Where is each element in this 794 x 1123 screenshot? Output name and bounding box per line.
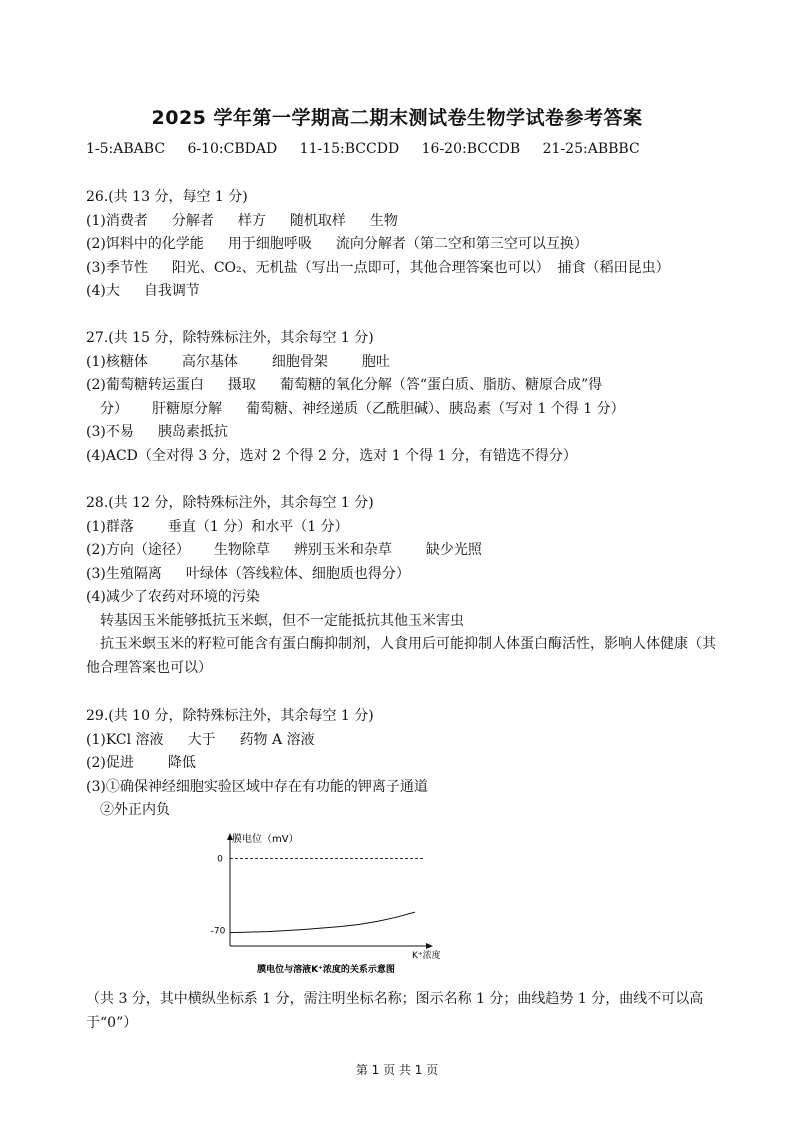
y-tick-label: 0 bbox=[217, 854, 223, 865]
answer-line: (4)大 自我调节 bbox=[86, 283, 200, 299]
page-footer: 第 1 页 共 1 页 bbox=[355, 1063, 439, 1077]
answer-line: 分） 肝糖原分解 葡萄糖、神经递质（乙酰胆碱）、胰岛素（写对 1 个得 1 分） bbox=[100, 400, 625, 417]
answer-group: 1-5:ABABC bbox=[86, 141, 166, 157]
grading-note: （共 3 分，其中横纵坐标系 1 分，需注明坐标名称；图示名称 1 分；曲线趋势 1 分，曲线不可以高于“0”） bbox=[86, 991, 704, 1031]
answer-line: (2)促进 降低 bbox=[86, 755, 196, 771]
question-29 bbox=[86, 705, 716, 823]
y-tick-label: -70 bbox=[210, 926, 226, 937]
answer-line: (3)①确保神经细胞实验区域中存在有功能的钾离子通道 bbox=[86, 778, 428, 795]
page-title: 2025 学年第一学期高二期末测试卷生物学试卷参考答案 bbox=[151, 107, 643, 129]
question-header: 29.(共 10 分，除特殊标注外，其余每空 1 分) bbox=[86, 708, 374, 724]
answer-line: (1)核糖体 高尔基体 细胞骨架 胞吐 bbox=[86, 353, 390, 370]
answer-line: 转基因玉米能够抵抗玉米螟，但不一定能抵抗其他玉米害虫 bbox=[100, 612, 464, 629]
answer-line: (3)不易 胰岛素抵抗 bbox=[86, 424, 228, 440]
chart-title: 膜电位与溶液K⁺浓度的关系示意图 bbox=[257, 965, 395, 975]
answer-line: (1)群落 垂直（1 分）和水平（1 分） bbox=[86, 518, 349, 535]
choice-answers bbox=[86, 141, 656, 157]
question-27 bbox=[86, 327, 716, 468]
answer-group: 11-15:BCCDD bbox=[299, 141, 400, 157]
answer-group: 21-25:ABBBC bbox=[542, 141, 640, 157]
answer-line: (3)季节性 阳光、CO₂、无机盐（写出一点即可，其他合理答案也可以） 捕食（稻田昆虫） bbox=[86, 259, 670, 276]
answer-line: ②外正内负 bbox=[100, 802, 170, 818]
question-header: 27.(共 15 分，除特殊标注外，其余每空 1 分) bbox=[86, 330, 374, 346]
series-line bbox=[230, 912, 415, 933]
answer-line: (1)消费者 分解者 样方 随机取样 生物 bbox=[86, 212, 398, 229]
question-header: 28.(共 12 分，除特殊标注外，其余每空 1 分) bbox=[86, 495, 374, 511]
question-28 bbox=[86, 492, 716, 680]
answer-line: (2)方向（途径） 生物除草 辨别玉米和杂草 缺少光照 bbox=[86, 542, 482, 558]
x-axis-arrow bbox=[426, 943, 433, 949]
answer-line: 抗玉米螟玉米的籽粒可能含有蛋白酶抑制剂，人食用后可能抑制人体蛋白酶活性，影响人体健康（其他合理答案也可以） bbox=[86, 636, 716, 676]
x-axis-label: K⁺浓度 bbox=[412, 951, 441, 961]
answer-line: (1)KCl 溶液 大于 药物 A 溶液 bbox=[86, 731, 315, 748]
answer-line: (4)ACD（全对得 3 分，选对 2 个得 2 分，选对 1 个得 1 分，有错选不得分） bbox=[86, 447, 577, 464]
y-axis-label: 膜电位（mV） bbox=[232, 834, 299, 845]
answer-group: 16-20:BCCDB bbox=[421, 141, 521, 157]
answer-line: (3)生殖隔离 叶绿体（答线粒体、细胞质也得分） bbox=[86, 565, 410, 582]
answer-line: (2)饵料中的化学能 用于细胞呼吸 流向分解者（第二空和第三空可以互换） bbox=[86, 236, 588, 252]
answer-line: (2)葡萄糖转运蛋白 摄取 葡萄糖的氧化分解（答“蛋白质、脂肪、糖原合成”得 bbox=[86, 377, 603, 393]
question-header: 26.(共 13 分，每空 1 分) bbox=[86, 189, 248, 205]
membrane-potential-chart bbox=[200, 830, 460, 980]
answer-group: 6-10:CBDAD bbox=[187, 141, 278, 157]
question-26 bbox=[86, 186, 716, 304]
answer-line: (4)减少了农药对环境的污染 bbox=[86, 589, 260, 605]
